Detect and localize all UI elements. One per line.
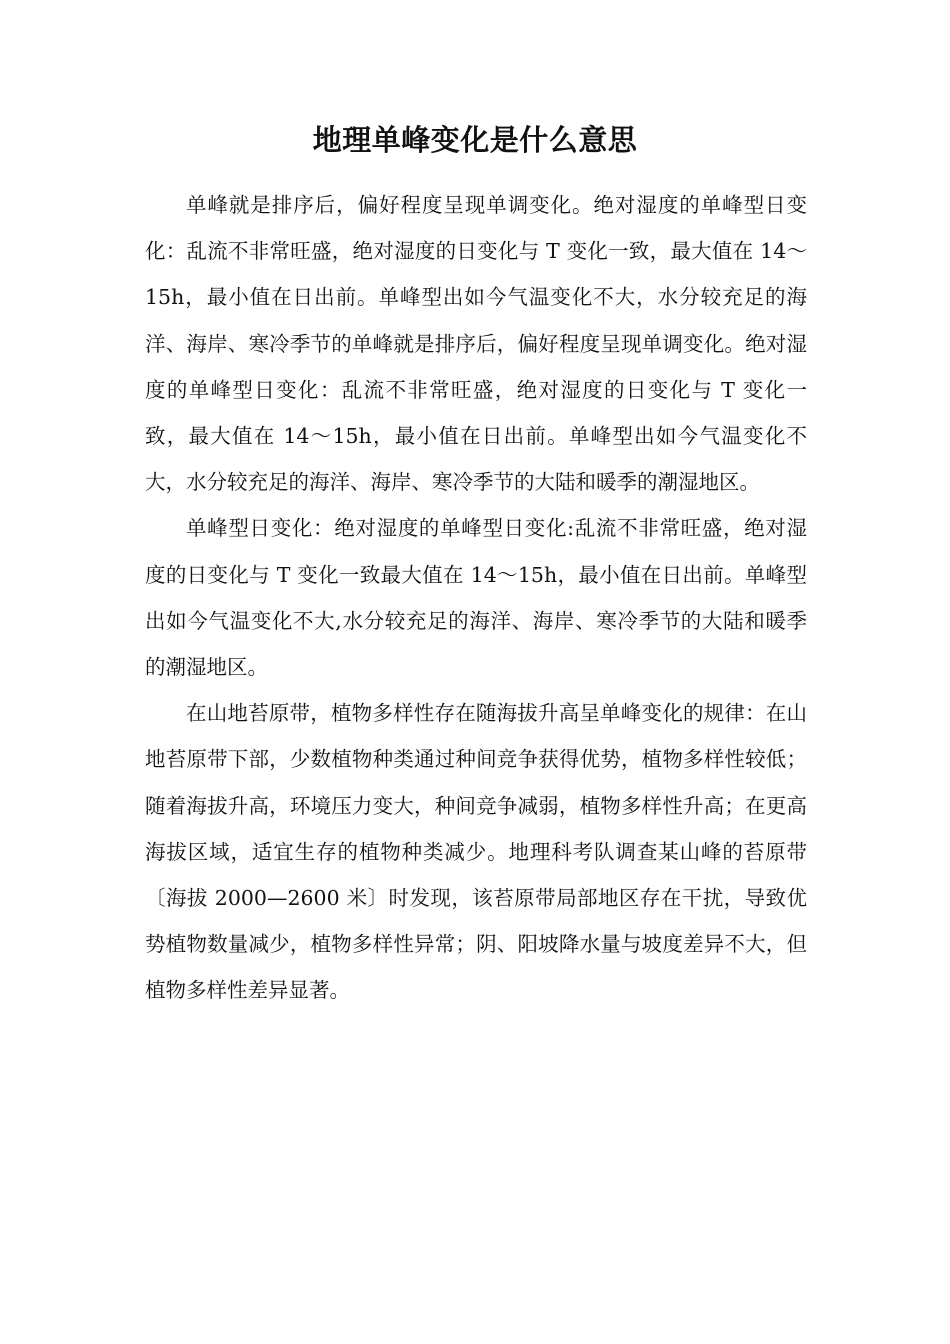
document-body [145, 182, 807, 1014]
document-title: 地理单峰变化是什么意思 [312, 123, 638, 157]
paragraph-1: 单峰就是排序后，偏好程度呈现单调变化。绝对湿度的单峰型日变化：乱流不非常旺盛，绝对湿度的日变化与 T 变化一致，最大值在 14～15h，最小值在日出前。单峰型出如今气温变化不大，水分较充足的海洋、海岸、寒冷季节的单峰就是排序后，偏好程度呈现单调变化。绝对湿度的单峰型日变化：乱流不非常旺盛，绝对湿度的日变化与 T 变化一致，最大值在 14～15h，最小值在日出前。单峰型出如今气温变化不大，水分较充足的海洋、海岸、寒冷季节的大陆和暖季的潮湿地区。 [145, 193, 807, 495]
paragraph-2: 单峰型日变化：绝对湿度的单峰型日变化:乱流不非常旺盛，绝对湿度的日变化与 T 变化一致最大值在 14～15h，最小值在日出前。单峰型出如今气温变化不大,水分较充足的海洋、海岸、寒冷季节的大陆和暖季的潮湿地区。 [145, 516, 807, 680]
paragraph-3: 在山地苔原带，植物多样性存在随海拔升高呈单峰变化的规律：在山地苔原带下部，少数植物种类通过种间竞争获得优势，植物多样性较低；随着海拔升高，环境压力变大，种间竞争减弱，植物多样性升高；在更高海拔区域，适宜生存的植物种类减少。地理科考队调查某山峰的苔原带〔海拔 2000—2600 米〕时发现，该苔原带局部地区存在干扰，导致优势植物数量减少，植物多样性异常；阴、阳坡降水量与坡度差异不大，但植物多样性差异显著。 [145, 701, 807, 1003]
